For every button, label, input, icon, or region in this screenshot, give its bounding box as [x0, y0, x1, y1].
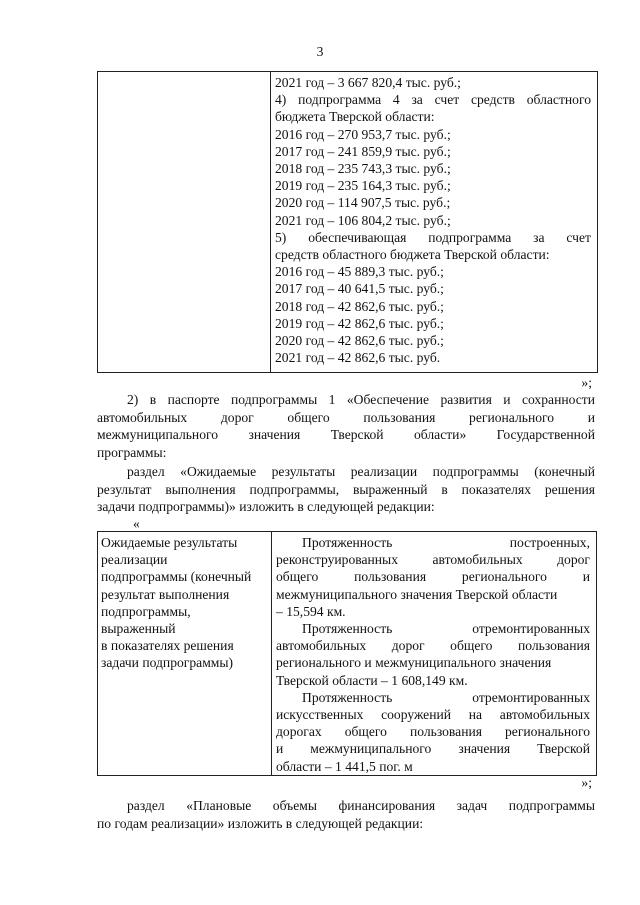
funding-line: 2020 год – 42 862,6 тыс. руб.;	[275, 333, 444, 349]
funding-line: 2016 год – 270 953,7 тыс. руб.;	[275, 126, 451, 142]
funding-line: 5) обеспечивающая подпрограмма за счет	[275, 229, 591, 245]
funding-table	[97, 71, 598, 373]
result-line: Тверской области – 1 608,149 км.	[276, 672, 468, 688]
funding-line: 2021 год – 3 667 820,4 тыс. руб.;	[275, 75, 461, 90]
closing-quote-1: »;	[581, 375, 592, 390]
result-line: Протяженность построенных,	[302, 535, 590, 550]
expected-results-label-cell	[98, 532, 272, 776]
result-line: Протяженность отремонтированных	[302, 689, 590, 705]
result-line: регионального и межмуниципального значения	[276, 655, 552, 671]
funding-line: 2016 год – 45 889,3 тыс. руб.;	[275, 264, 444, 280]
funding-line: средств областного бюджета Тверской области:	[275, 247, 550, 263]
funding-line: 2019 год – 235 164,3 тыс. руб.;	[275, 178, 451, 194]
page-number: 3	[316, 44, 324, 59]
result-line: – 15,594 км.	[276, 603, 346, 619]
result-line: Протяженность отремонтированных	[302, 621, 590, 637]
paragraph-line: по годам реализации» изложить в следующей редакции:	[97, 815, 424, 831]
result-line: общего пользования регионального и	[276, 569, 590, 585]
label-line: подпрограммы (конечный	[101, 569, 252, 585]
funding-line: бюджета Тверской области:	[275, 109, 435, 125]
result-line: области – 1 441,5 пог. м	[276, 758, 413, 774]
label-line: в показателях решения	[101, 638, 234, 654]
funding-line: 2021 год – 42 862,6 тыс. руб.	[275, 350, 441, 366]
result-line: искусственных сооружений на автомобильных	[276, 707, 590, 723]
funding-table-right-cell	[271, 72, 598, 373]
opening-quote: «	[133, 516, 140, 531]
funding-line: 2017 год – 40 641,5 тыс. руб.;	[275, 281, 444, 297]
paragraph-line: программы:	[97, 444, 167, 460]
funding-line: 2020 год – 114 907,5 тыс. руб.;	[275, 195, 451, 211]
label-line: подпрограммы,	[101, 603, 191, 619]
paragraph-line: раздел «Плановые объемы финансирования задач подпрограммы	[127, 798, 595, 813]
paragraph-planned-funding	[97, 797, 595, 832]
paragraph-line: результат выполнения подпрограммы, выраженный в показателях решения	[97, 481, 595, 497]
label-line: результат выполнения	[101, 586, 230, 602]
expected-results-value-cell	[272, 532, 597, 776]
label-line: задачи подпрограммы)	[101, 655, 234, 671]
label-line: Ожидаемые результаты	[101, 535, 238, 550]
paragraph-line: раздел «Ожидаемые результаты реализации подпрограммы (конечный	[127, 464, 595, 479]
paragraph-line: 2) в паспорте подпрограммы 1 «Обеспечение развития и сохранности	[127, 392, 595, 407]
expected-results-table	[97, 531, 597, 776]
funding-line: 2018 год – 235 743,3 тыс. руб.;	[275, 161, 451, 177]
paragraph-item-2	[97, 391, 595, 461]
result-line: автомобильных дорог общего пользования	[276, 638, 590, 654]
closing-quote-2: »;	[581, 775, 592, 790]
funding-line: 2017 год – 241 859,9 тыс. руб.;	[275, 143, 451, 159]
label-line: реализации	[101, 552, 168, 568]
funding-line: 4) подпрограмма 4 за счет средств областного	[275, 92, 591, 108]
funding-line: 2018 год – 42 862,6 тыс. руб.;	[275, 298, 444, 314]
result-line: межмуниципального значения Тверской области	[276, 586, 558, 602]
result-line: дорогах общего пользования регионального	[276, 724, 590, 740]
funding-line: 2021 год – 106 804,2 тыс. руб.;	[275, 212, 451, 228]
paragraph-expected-results	[97, 463, 595, 516]
result-line: и межмуниципального значения Тверской	[276, 741, 590, 757]
funding-line: 2019 год – 42 862,6 тыс. руб.;	[275, 315, 444, 331]
paragraph-line: автомобильных дорог общего пользования регионального и	[97, 409, 595, 425]
funding-table-left-cell	[98, 72, 271, 373]
label-line: выраженный	[101, 621, 176, 637]
paragraph-line: межмуниципального значения Тверской области» Государственной	[97, 427, 595, 443]
result-line: реконструированных автомобильных дорог	[276, 552, 590, 568]
paragraph-line: задачи подпрограммы)» изложить в следующей редакции:	[97, 499, 435, 515]
